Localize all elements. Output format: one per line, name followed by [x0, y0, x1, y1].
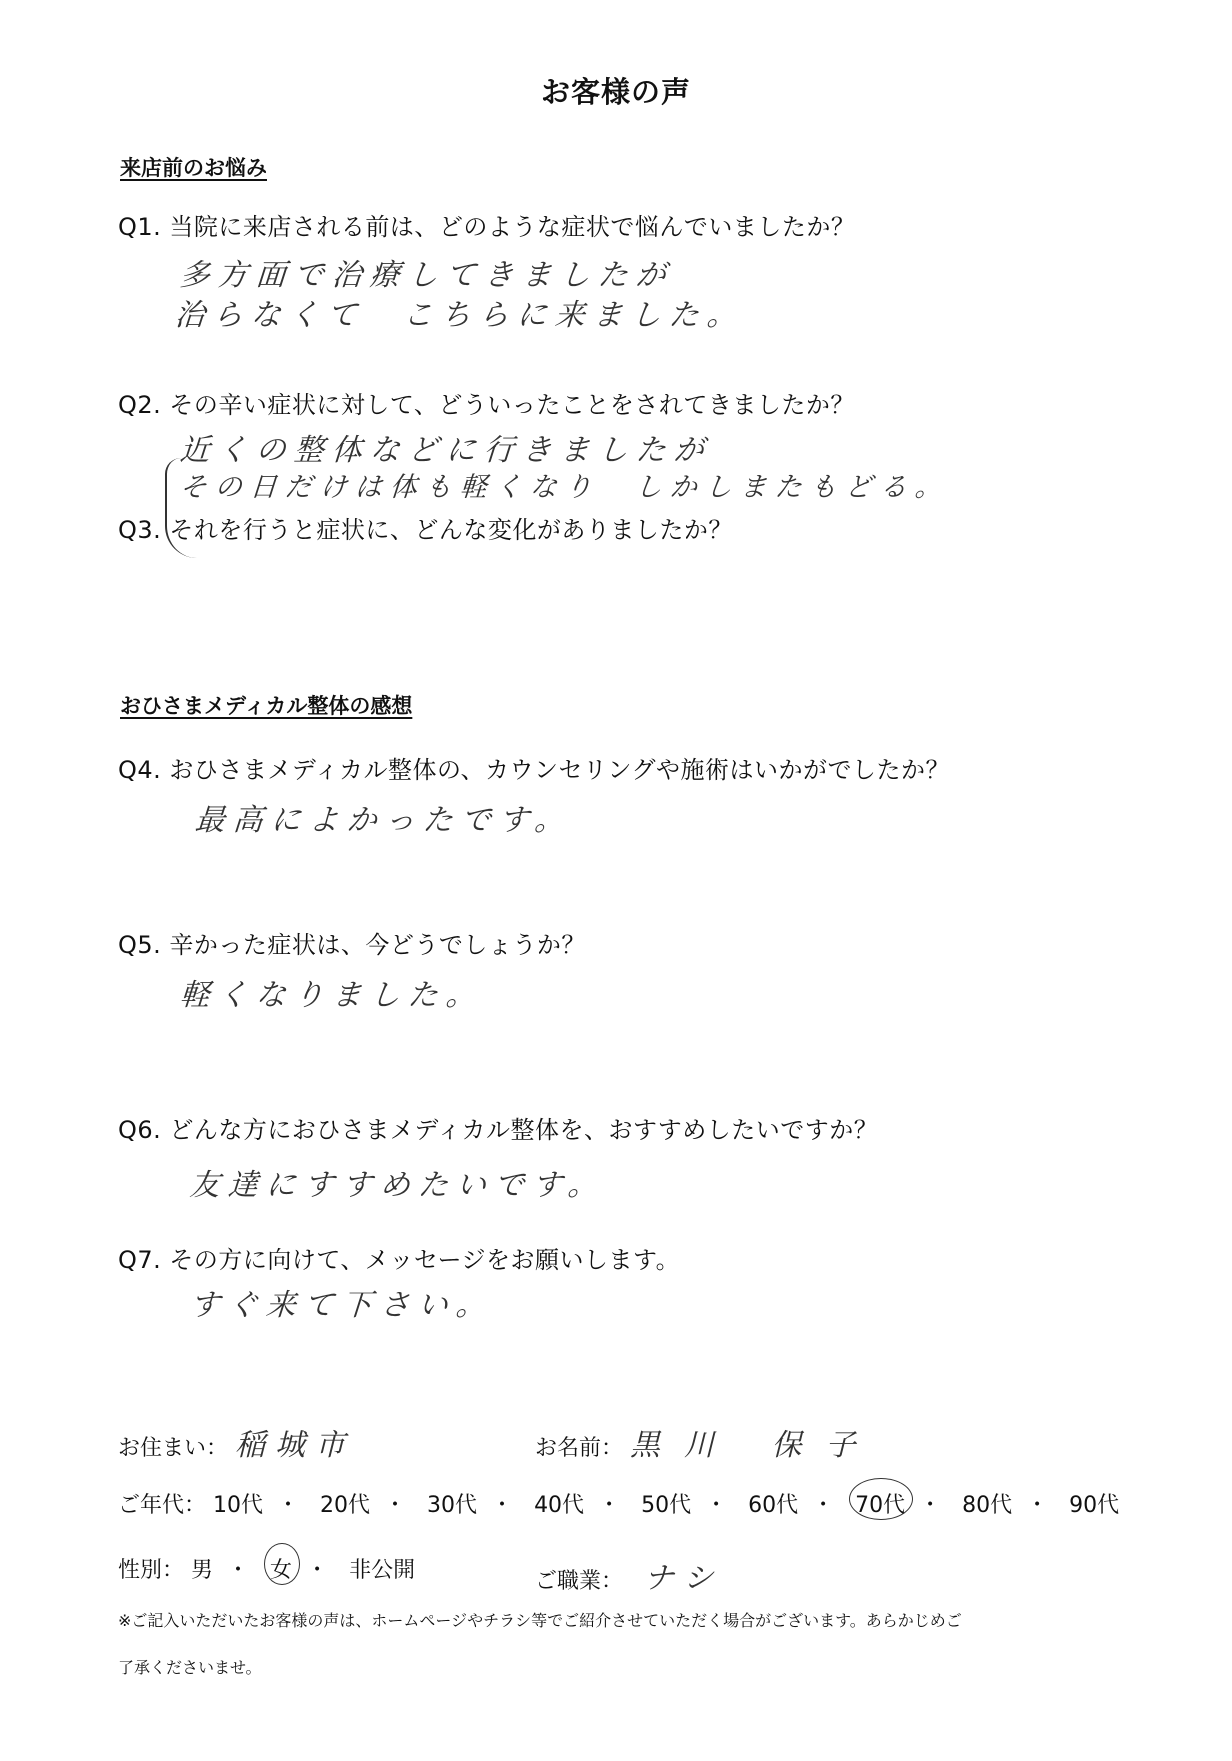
question-3: Q3. それを行うと症状に、どんな変化がありましたか？	[118, 516, 733, 544]
separator: ・	[1026, 1493, 1049, 1518]
name-label: お名前：	[535, 1436, 624, 1461]
age-option-10s[interactable]: 10代	[213, 1493, 264, 1518]
age-option-40s[interactable]: 40代	[534, 1493, 585, 1518]
gender-option-private[interactable]: 非公開	[349, 1558, 416, 1583]
question-4: Q4. おひさまメディカル整体の、カウンセリングや施術はいかがでしたか？	[118, 756, 951, 784]
occupation-value: ナシ	[644, 1561, 724, 1596]
separator: ・	[277, 1493, 300, 1518]
page-title: お客様の声	[540, 75, 691, 109]
occupation-row	[535, 1553, 723, 1597]
age-row	[118, 1488, 1119, 1519]
footnote-line-2: 了承くださいませ。	[118, 1658, 262, 1677]
separator: ・	[491, 1493, 514, 1518]
answer-2-line-1: 近くの整体などに行きましたが	[178, 433, 713, 468]
gender-row	[118, 1553, 415, 1584]
answer-4: 最高によかったです。	[193, 803, 574, 838]
gender-option-female-selected[interactable]: 女	[270, 1553, 292, 1584]
name-value: 黒川 保子	[630, 1428, 880, 1463]
separator: ・	[812, 1493, 835, 1518]
section-heading-before-visit: 来店前のお悩み	[120, 156, 267, 180]
separator: ・	[705, 1493, 728, 1518]
age-option-30s[interactable]: 30代	[427, 1493, 478, 1518]
question-1: Q1. 当院に来店される前は、どのような症状で悩んでいましたか？	[118, 213, 856, 241]
answer-1-line-2: 治らなくて こちらに来ました。	[173, 298, 746, 333]
separator: ・	[306, 1558, 329, 1583]
age-option-80s[interactable]: 80代	[962, 1493, 1013, 1518]
question-5: Q5. 辛かった症状は、今どうでしょうか？	[118, 931, 586, 959]
age-option-50s[interactable]: 50代	[641, 1493, 692, 1518]
section-heading-impressions: おひさまメディカル整体の感想	[120, 694, 413, 718]
occupation-label: ご職業：	[535, 1569, 624, 1594]
age-option-70s-selected[interactable]: 70代	[855, 1488, 905, 1519]
separator: ・	[919, 1493, 942, 1518]
separator: ・	[598, 1493, 621, 1518]
age-label: ご年代：	[118, 1493, 207, 1518]
answer-2-line-2: その日だけは体も軽くなり しかしまたもどる。	[178, 472, 951, 503]
separator: ・	[384, 1493, 407, 1518]
separator: ・	[227, 1558, 250, 1583]
answer-6: 友達にすすめたいです。	[188, 1168, 607, 1203]
age-option-90s[interactable]: 90代	[1069, 1493, 1120, 1518]
question-2: Q2. その辛い症状に対して、どういったことをされてきましたか？	[118, 391, 855, 419]
residence-row	[118, 1420, 355, 1464]
name-row	[535, 1420, 880, 1464]
age-option-60s[interactable]: 60代	[748, 1493, 799, 1518]
answer-7: すぐ来て下さい。	[188, 1288, 495, 1323]
age-option-20s[interactable]: 20代	[320, 1493, 371, 1518]
answer-5: 軽くなりました。	[178, 978, 485, 1013]
footnote-line-1: ※ご記入いただいたお客様の声は、ホームページやチラシ等でご紹介させていただく場合がございます。あらかじめご	[118, 1611, 962, 1630]
answer-1-line-1: 多方面で治療してきましたが	[178, 258, 675, 293]
residence-label: お住まい：	[118, 1436, 229, 1461]
gender-option-male[interactable]: 男	[191, 1558, 214, 1583]
question-7: Q7. その方に向けて、メッセージをお願いします。	[118, 1246, 681, 1274]
question-6: Q6. どんな方におひさまメディカル整体を、おすすめしたいですか？	[118, 1116, 879, 1144]
residence-value: 稲城市	[235, 1428, 356, 1463]
gender-label: 性別：	[118, 1558, 185, 1583]
